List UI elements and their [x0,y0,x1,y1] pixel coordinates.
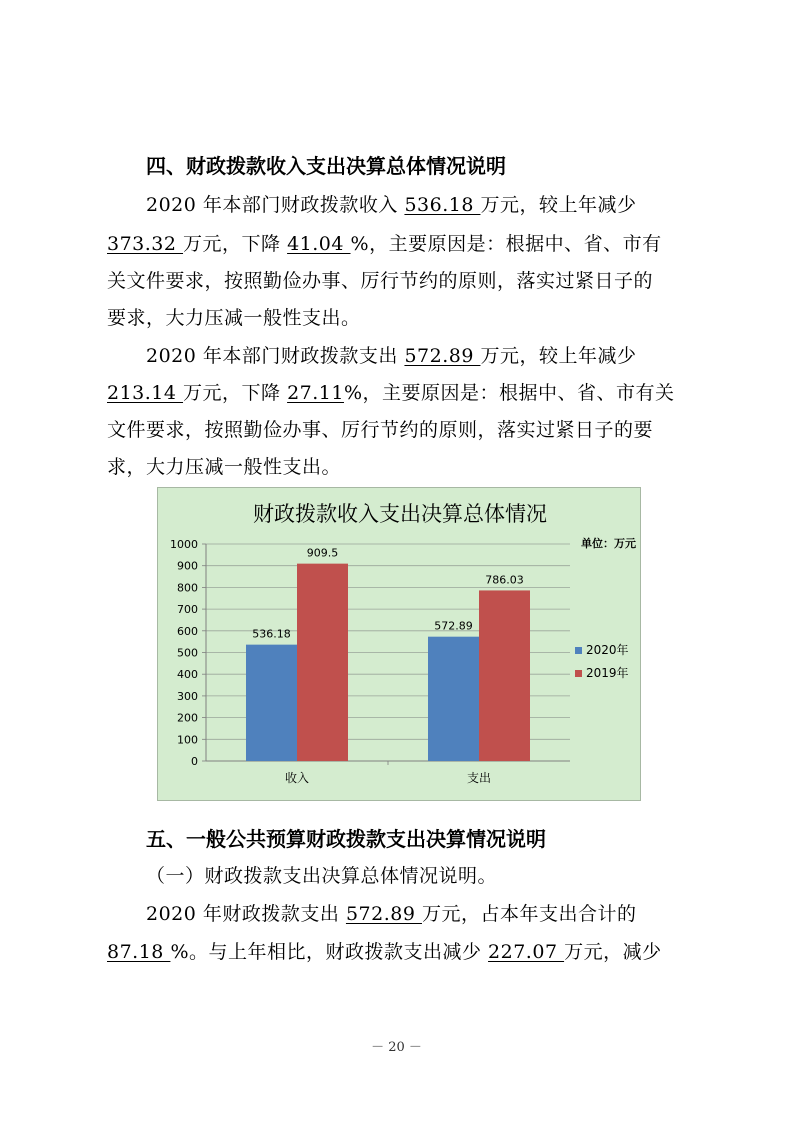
y-tick-label: 400 [177,668,198,682]
y-tick-label: 100 [177,733,198,747]
bar-2020年-支出 [428,637,479,761]
y-tick-label: 800 [177,581,198,595]
income-decrease-percent: 41.04 [287,233,351,255]
section-5-heading: 五、一般公共预算财政拨款支出决算情况说明 [146,827,546,851]
text: 2020 年财政拨款支出 [146,903,346,925]
expense-2020-value: 572.89 [404,345,481,367]
section-4-heading: 四、财政拨款收入支出决算总体情况说明 [146,154,506,178]
y-tick-label: 0 [191,755,198,768]
text: 万元，减少 [564,941,662,963]
x-tick-label: 收入 [284,771,310,785]
text: 万元，占本年支出合计的 [421,903,637,925]
chart-unit-label: 单位：万元 [581,537,636,550]
section-4-para-1-line-2 [107,229,662,256]
section-4-para-1-line-4: 要求，大力压减一般性支出。 [107,307,361,329]
text: 万元，较上年减少 [480,345,637,367]
text: 万元，较上年减少 [480,194,637,216]
income-decrease-value: 373.32 [107,233,184,255]
y-tick-label: 500 [177,646,198,660]
section-4-para-2-line-2 [107,378,675,405]
section-4-para-2-line-1 [146,341,636,368]
chart-title: 财政拨款收入支出决算总体情况 [253,502,547,526]
income-expense-chart [157,487,641,801]
section-5-para-1-line-2 [107,937,662,964]
y-tick-label: 200 [177,711,198,725]
expense-decrease-value: 213.14 [107,382,184,404]
expense-decrease-percent: 27.11 [287,382,344,404]
income-2020-value: 536.18 [404,194,481,216]
legend-swatch [575,670,582,677]
section-4-para-1-line-3: 关文件要求，按照勤俭办事、厉行节约的原则，落实过紧日子的 [107,270,654,292]
section-4-para-2-line-3: 文件要求，按照勤俭办事、厉行节约的原则，落实过紧日子的要 [107,419,654,441]
text: 万元，下降 [183,233,288,255]
gp-expense-decrease-value: 227.07 [488,941,565,963]
y-tick-label: 300 [177,689,198,703]
text: %。与上年相比，财政拨款支出减少 [170,941,489,963]
y-tick-label: 1000 [170,538,198,551]
legend-label: 2019年 [586,666,629,680]
bar-2019年-收入 [297,564,348,761]
data-label: 572.89 [434,619,473,633]
gp-expense-share-percent: 87.18 [107,941,171,963]
text: %，主要原因是：根据中、省、市有 [350,233,662,255]
data-label: 536.18 [252,627,291,641]
data-label: 909.5 [306,546,339,560]
bar-2019年-支出 [479,590,530,761]
chart-canvas [158,488,642,802]
bar-2020年-收入 [246,645,297,761]
text: 万元，下降 [183,382,288,404]
x-tick-label: 支出 [466,771,492,785]
gp-expense-value: 572.89 [345,903,422,925]
text: 2020 年本部门财政拨款收入 [146,194,405,216]
text: %，主要原因是：根据中、省、市有关 [343,382,675,404]
data-label: 786.03 [485,573,524,587]
section-5-para-1-line-1 [146,899,636,926]
legend-swatch [575,647,582,654]
legend-label: 2020年 [586,643,629,657]
y-tick-label: 600 [177,624,198,638]
y-tick-label: 900 [177,559,198,573]
section-4-para-2-line-4: 求，大力压减一般性支出。 [107,456,342,478]
y-tick-label: 700 [177,603,198,617]
text: 2020 年本部门财政拨款支出 [146,345,405,367]
section-4-para-1-line-1 [146,190,636,217]
page-number: － 20 － [371,1040,422,1055]
section-5-subheading-1: （一）财政拨款支出决算总体情况说明。 [146,865,498,887]
